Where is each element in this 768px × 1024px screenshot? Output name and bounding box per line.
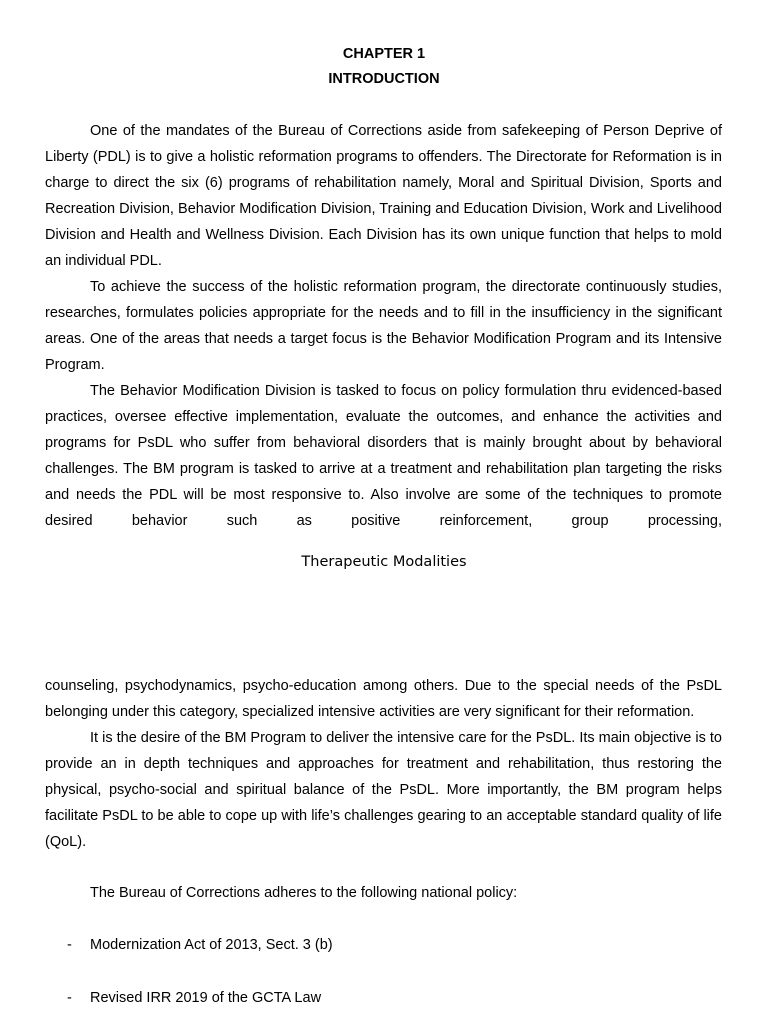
- section-two: [45, 673, 722, 855]
- bullet-dash: -: [67, 937, 72, 953]
- policy-intro: The Bureau of Corrections adheres to the following national policy:: [90, 885, 518, 901]
- paragraph-bm-objective: It is the desire of the BM Program to deliver the intensive care for the PsDL. Its main objective is to provide an in depth techniques and approaches for treatment and rehabilitation, thus restoring the physical, psycho-social and spiritual balance of the PsDL. More importantly, the BM program helps facilitate PsDL to be able to cope up with life’s challenges gearing to an acceptable standard quality of life (QoL).: [45, 730, 722, 850]
- list-item: [67, 988, 321, 1008]
- bullet-dash: -: [67, 990, 72, 1006]
- chapter-title: INTRODUCTION: [328, 71, 440, 87]
- paragraph-holistic-program: To achieve the success of the holistic reformation program, the directorate continuously studies, researches, formulates policies appropriate for the needs and to fill in the insufficiency in the significant areas. One of the areas that needs a target focus is the Behavior Modification Program and its Intensive Program.: [45, 279, 722, 373]
- list-item-text: Revised IRR 2019 of the GCTA Law: [90, 990, 322, 1006]
- figure-caption: Therapeutic Modalities: [301, 554, 467, 570]
- paragraph-mandates: One of the mandates of the Bureau of Corrections aside from safekeeping of Person Deprive of Liberty (PDL) is to give a holistic reformation programs to offenders. The Directorate for Reformation is in charge to direct the six (6) programs of rehabilitation namely, Moral and Spiritual Division, Sports and Recreation Division, Behavior Modification Division, Training and Education Division, Work and Livelihood Division and Health and Wellness Division. Each Division has its own unique function that helps to mold an individual PDL.: [45, 123, 722, 269]
- chapter-label: CHAPTER 1: [342, 46, 426, 62]
- list-item-text: Modernization Act of 2013, Sect. 3 (b): [90, 937, 333, 953]
- paragraph-bm-division-continued: counseling, psychodynamics, psycho-education among others. Due to the special needs of the PsDL belonging under this category, specialized intensive activities are very significant for their reformation.: [45, 678, 722, 720]
- paragraph-bm-division: The Behavior Modification Division is tasked to focus on policy formulation thru evidenced-based practices, oversee effective implementation, evaluate the outcomes, and enhance the activities and programs for PsDL who suffer from behavioral disorders that is mainly brought about by behavioral challenges. The BM program is tasked to arrive at a treatment and rehabilitation plan targeting the risks and needs the PDL will be most responsive to. Also involve are some of the techniques to promote desired behavior such as positive reinforcement, group processing,: [45, 383, 722, 529]
- list-item: [67, 935, 333, 955]
- section-one: [45, 118, 722, 534]
